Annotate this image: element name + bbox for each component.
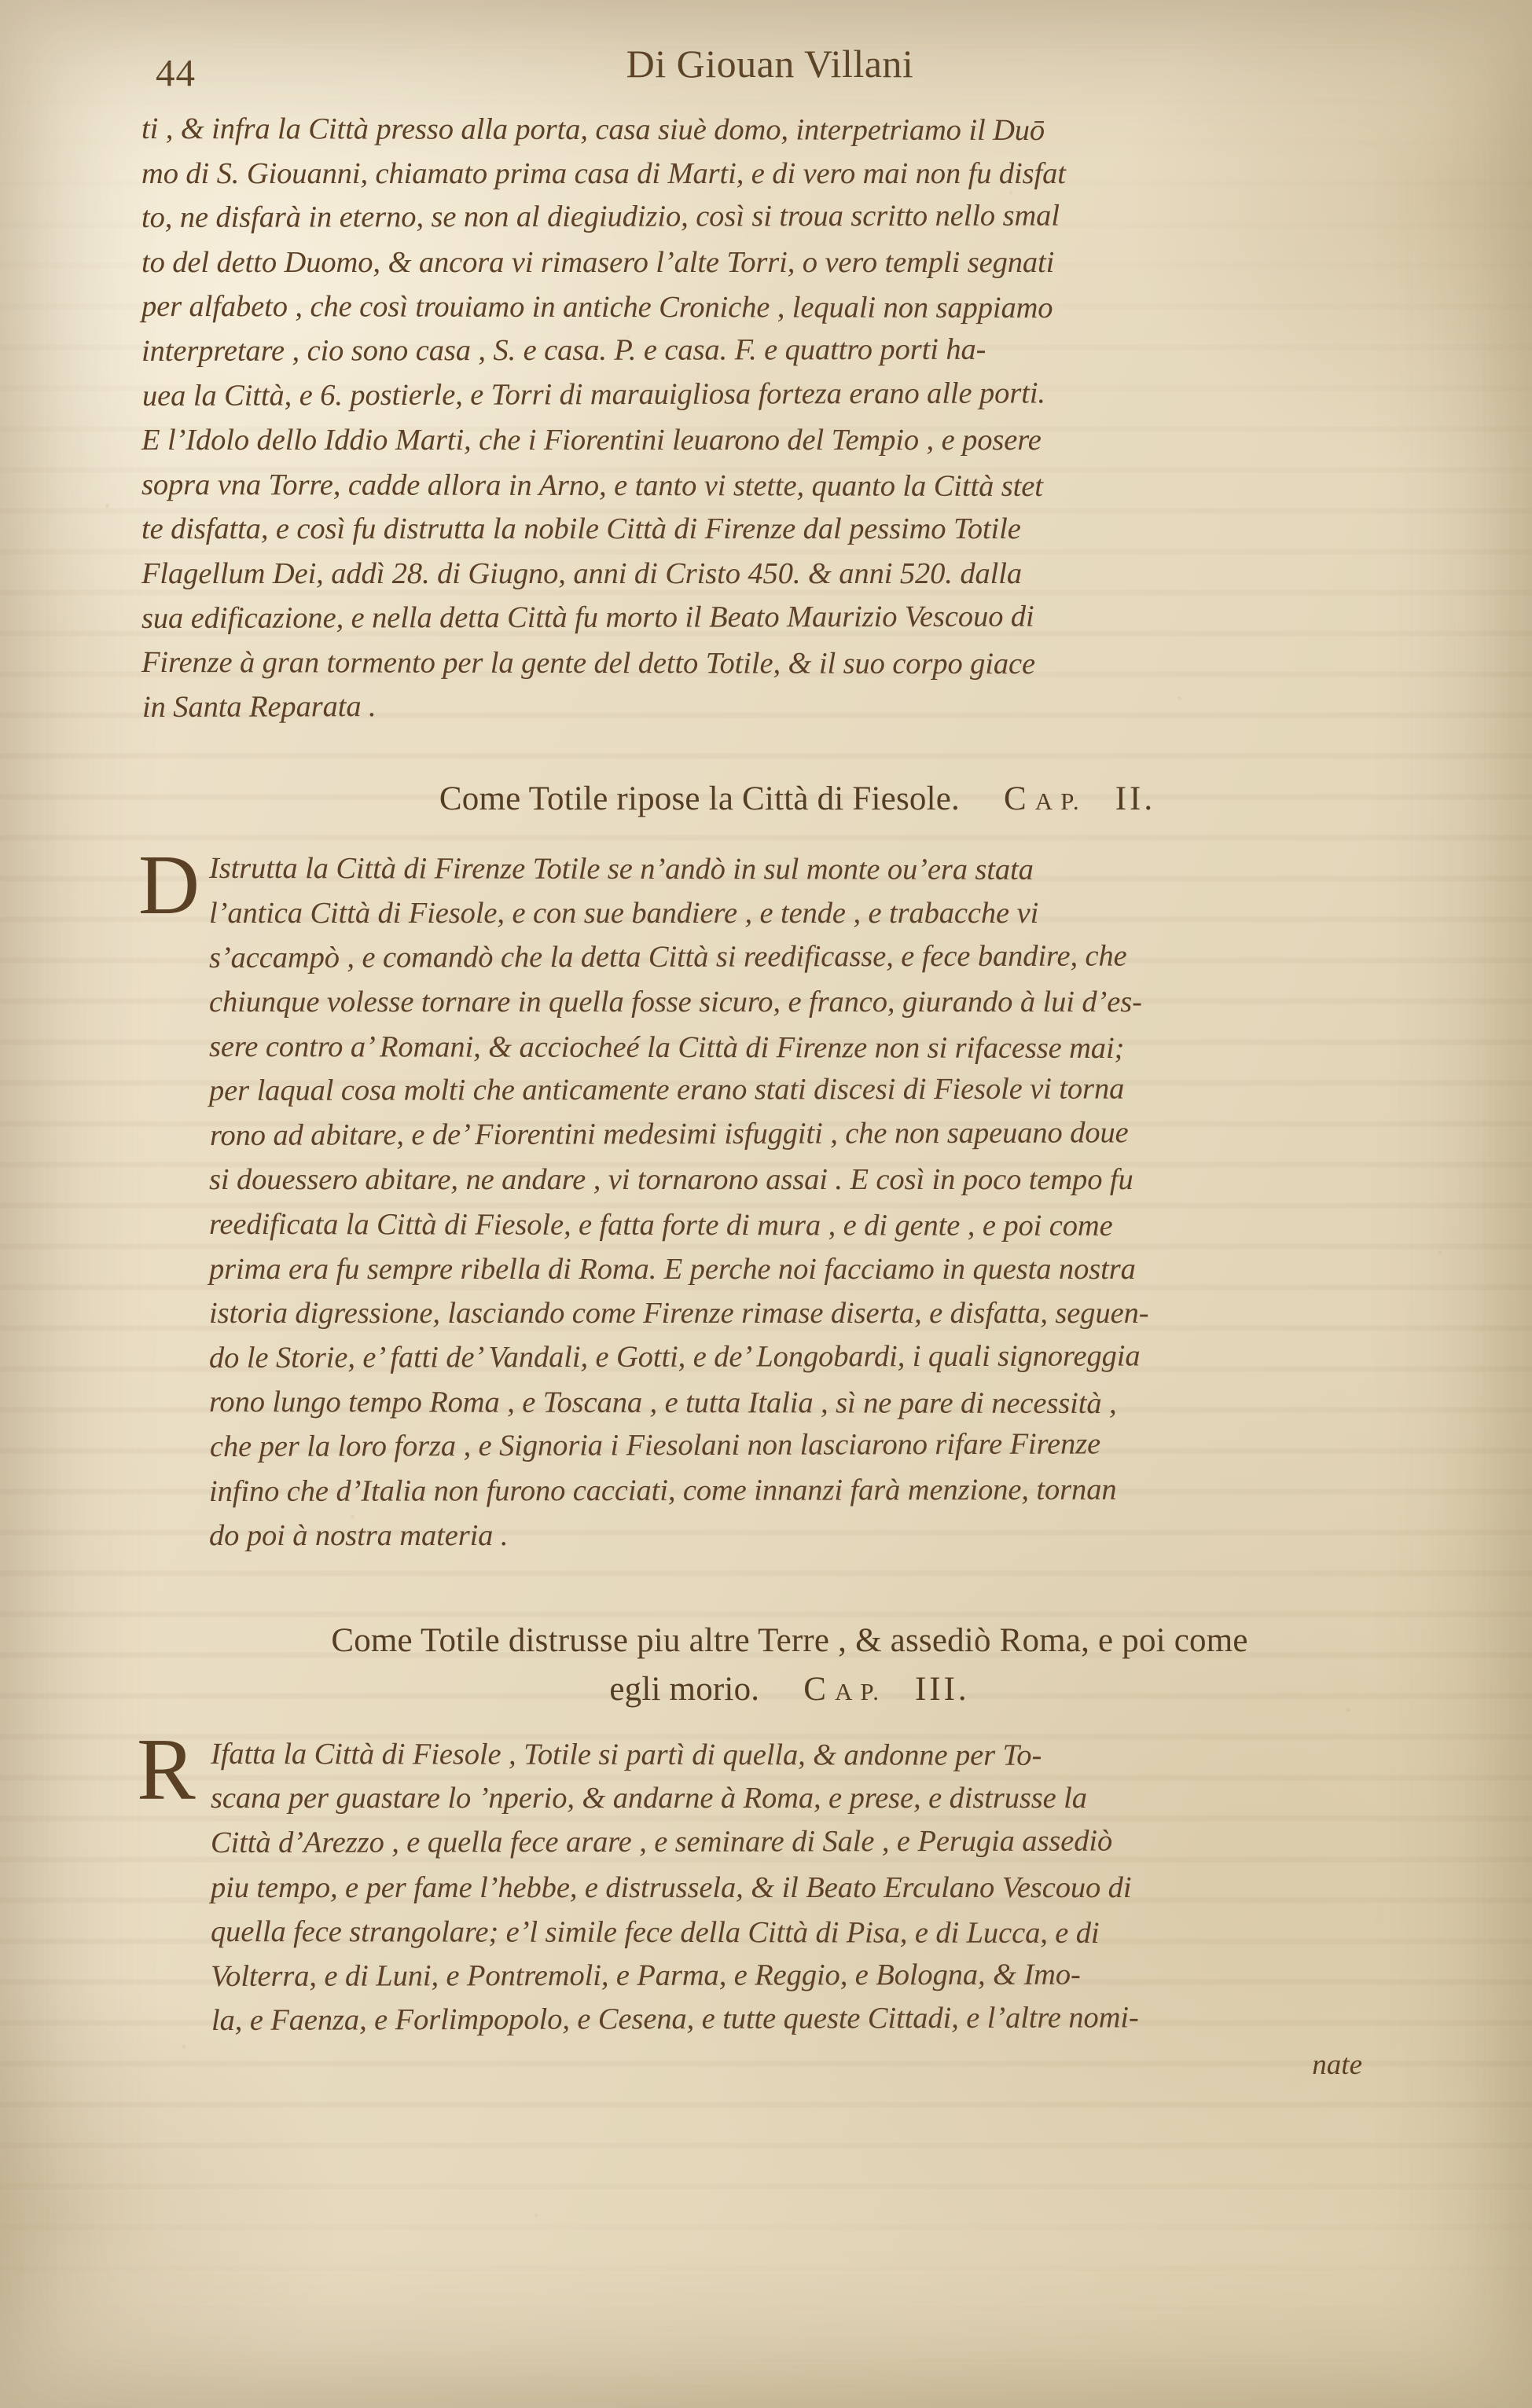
text-line: la, e Faenza, e Forlimpopolo, e Cesena, e tutte queste Cittadi, e l’altre nomi-	[211, 2001, 1139, 2038]
text-line: in Santa Reparata .	[141, 689, 377, 724]
text-line: sua edificazione, e nella detta Città fu morto il Beato Maurizio Vescouo di	[141, 600, 1034, 635]
folio-number: 44	[156, 51, 196, 94]
chapter-2-cap-suffix: A P.	[1028, 787, 1081, 816]
text-line: Firenze à gran tormento per la gente del detto Totile, & il suo corpo giace	[141, 646, 1036, 681]
text-line: sopra vna Torre, cadde allora in Arno, e tanto vi stette, quanto la Città stet	[141, 468, 1043, 503]
chapter-2-paragraph	[141, 846, 1438, 1558]
text-line: reedificata la Città di Fiesole, e fatta forte di mura , e di gente , e poi come	[208, 1208, 1113, 1243]
dropcap-letter: R	[137, 1720, 196, 1819]
text-line: Città d’Arezzo , e quella fece arare , e seminare di Sale , e Perugia assediò	[210, 1824, 1113, 1859]
text-line: ti , & infra la Città presso alla porta, casa siuè domo, interpetriamo il Duō	[141, 112, 1045, 148]
chapter-2-numeral: II.	[1115, 780, 1156, 818]
running-title: Di Giouan Villani	[626, 42, 914, 86]
text-line: prima era fu sempre ribella di Roma. E perche noi facciamo in questa nostra	[209, 1252, 1136, 1286]
text-line: Flagellum Dei, addì 28. di Giugno, anni di Cristo 450. & anni 520. dalla	[141, 556, 1022, 590]
paragraph-continued	[141, 107, 1438, 729]
text-line: Istrutta la Città di Firenze Totile se n’andò in sul monte ou’era stata	[208, 852, 1034, 887]
text-line: l’antica Città di Fiesole, e con sue bandiere , e tende , e trabacche vi	[209, 896, 1039, 930]
text-line: chiunque volesse tornare in quella fosse sicuro, e franco, giurando à lui d’es-	[209, 986, 1142, 1019]
chapter-3-body	[137, 1720, 1438, 2043]
text-line: si douessero abitare, ne andare , vi tornarono assai . E così in poco tempo fu	[209, 1163, 1133, 1197]
chapter-3-heading	[141, 1617, 1438, 1716]
text-line: infino che d’Italia non furono cacciati, come innanzi farà menzione, tornan	[208, 1473, 1117, 1508]
running-head	[141, 41, 1438, 102]
dropcap-letter: D	[138, 839, 200, 933]
catchword: nate	[1312, 2048, 1362, 2081]
text-line: do le Storie, e’ fatti de’ Vandali, e Gotti, e de’ Longobardi, i quali signoreggia	[208, 1339, 1141, 1375]
text-line: Volterra, e di Luni, e Pontremoli, e Parma, e Reggio, e Bologna, & Imo-	[210, 1958, 1081, 1993]
chapter-3-heading-line-1: Come Totile distrusse piu altre Terre , & assediò Roma, e poi come	[331, 1621, 1248, 1659]
text-line: te disfatta, e così fu distrutta la nobile Città di Firenze dal pessimo Totile	[141, 512, 1021, 546]
text-line: istoria digressione, lasciando come Firenze rimase diserta, e disfatta, seguen-	[209, 1297, 1149, 1331]
chapter-2-body	[138, 839, 1438, 1558]
chapter-3-heading-line-2	[141, 1665, 1438, 1716]
text-line: per alfabeto , che così trouiamo in antiche Croniche , lequali non sappiamo	[141, 290, 1053, 325]
chapter-2-heading	[141, 775, 1438, 826]
chapter-3-paragraph	[141, 1732, 1438, 2043]
text-line: sere contro a’ Romani, & acciocheé la Città di Firenze non si rifacesse mai;	[208, 1030, 1125, 1065]
chapter-2-cap-label: C A P.	[1003, 780, 1081, 818]
chapter-3-cap-suffix: A P.	[828, 1677, 880, 1705]
text-line: E l’Idolo dello Iddio Marti, che i Fiorentini leuarono del Tempio , e posere	[141, 424, 1042, 457]
text-line: quella fece strangolare; e’l simile fece della Città di Pisa, e di Lucca, e di	[210, 1915, 1100, 1951]
chapter-3-numeral: III.	[914, 1670, 970, 1708]
text-line: rono ad abitare, e de’ Fiorentini medesimi isfuggiti , che non sapeuano doue	[209, 1116, 1129, 1152]
text-line: piu tempo, e per fame l’hebbe, e distrussela, & il Beato Erculano Vescouo di	[211, 1870, 1132, 1904]
text-line: to, ne disfarà in eterno, se non al diegiudizio, così si troua scritto nello smal	[141, 199, 1060, 235]
text-line: uea la Città, e 6. postierle, e Torri di marauigliosa forteza erano alle porti.	[141, 376, 1045, 413]
text-line: mo di S. Giouanni, chiamato prima casa di Marti, e di vero mai non fu disfat	[141, 156, 1066, 190]
text-line: scana per guastare lo ’nperio, & andarne à Roma, e prese, e distrusse la	[211, 1782, 1087, 1815]
text-line: s’accampò , e comandò che la detta Città si reedificasse, e fece bandire, che	[208, 939, 1127, 975]
chapter-3-cap-label: C A P.	[803, 1670, 880, 1708]
text-line: che per la loro forza , e Signoria i Fiesolani non lasciarono rifare Firenze	[209, 1427, 1101, 1464]
text-line: rono lungo tempo Roma , e Toscana , e tutta Italia , sì ne pare di necessità ,	[208, 1386, 1117, 1421]
text-line: to del detto Duomo, & ancora vi rimasero l’alte Torri, o vero templi segnati	[141, 245, 1055, 279]
text-line: do poi à nostra materia .	[209, 1519, 509, 1553]
chapter-2-heading-line	[157, 775, 1438, 826]
text-line: per laqual cosa molti che anticamente erano stati discesi di Fiesole vi torna	[208, 1072, 1125, 1108]
chapter-3-title-tail: egli morio.	[609, 1670, 760, 1708]
text-line: interpretare , cio sono casa , S. e casa. P. e casa. F. e quattro porti ha-	[141, 332, 986, 368]
text-line: Ifatta la Città di Fiesole , Totile si partì di quella, & andonne per To-	[210, 1737, 1042, 1772]
chapter-2-title: Come Totile ripose la Città di Fiesole.	[439, 780, 960, 818]
